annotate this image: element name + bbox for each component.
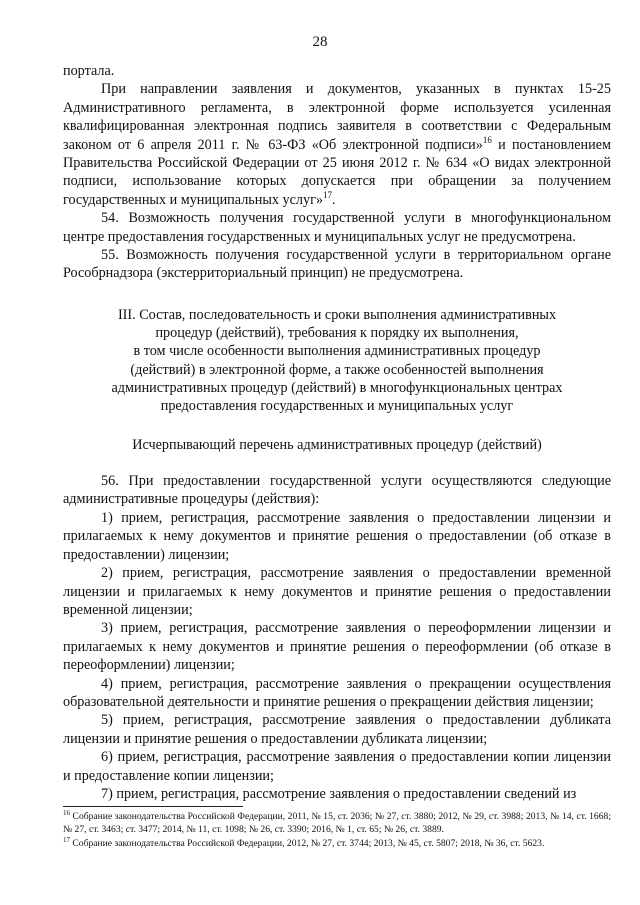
paragraph-55: 55. Возможность получения государственной услуги в территориальном органе Рособрнадзора (экстерриториальный принцип) не предусмотрена. bbox=[63, 247, 611, 282]
list-item: 2) прием, регистрация, рассмотрение заявления о предоставлении временной лицензии и прилагаемых к нему документов и принятие решения о предоставлении временной лицензии; bbox=[63, 565, 611, 618]
list-item: 6) прием, регистрация, рассмотрение заявления о предоставлении копии лицензии и предоставление копии лицензии; bbox=[63, 749, 611, 784]
section-heading-line: процедур (действий), требования к порядку их выполнения, bbox=[155, 325, 519, 342]
section-heading bbox=[63, 306, 611, 416]
footnote-16 bbox=[63, 810, 611, 837]
section-heading-line: предоставления государственных и муниципальных услуг bbox=[160, 398, 514, 415]
footnote-text: Собрание законодательства Российской Федерации, 2012, № 27, ст. 3744; 2013, № 45, ст. 5807; 2018, № 36, ст. 5623. bbox=[70, 837, 545, 849]
footnote-text: Собрание законодательства Российской Федерации, 2011, № 15, ст. 2036; № 27, ст. 3880; 2012, № 29, ст. 3988; 2013, № 14, ст. 1668; № 27, ст. 3463; ст. 3477; 2014, № 11, ст. 1098; № 26, ст. 3390; 2016, № 1, ст. 65; № 26, ст. 3889. bbox=[63, 811, 611, 836]
paragraph-54: 54. Возможность получения государственной услуги в многофункциональном центре предоставления государственных и муниципальных услуг не предусмотрена. bbox=[63, 210, 611, 245]
footnote-ref: 17 bbox=[323, 189, 332, 200]
footnote-number: 17 bbox=[63, 835, 70, 844]
list-item: 7) прием, регистрация, рассмотрение заявления о предоставлении сведений из bbox=[101, 785, 577, 802]
list-item: 3) прием, регистрация, рассмотрение заявления о переоформлении лицензии и прилагаемых к нему документов и принятие решения о переоформлении (об отказе в переоформлении) лицензии; bbox=[63, 620, 611, 674]
paragraph-text: и постановлением Правительства Российской Федерации от 25 июня 2012 г. № 634 «О видах электронной подписи, использование которых допускается при обращении за получением государственных и муниципальных услуг» bbox=[63, 136, 611, 208]
paragraph-portal-end: портала. bbox=[63, 63, 115, 79]
footnote-divider bbox=[63, 806, 243, 807]
section-heading-line: III. Состав, последовательность и сроки выполнения административных bbox=[117, 306, 557, 323]
section-heading-line: административных процедур (действий) в многофункциональных центрах bbox=[111, 380, 563, 397]
section-heading-line: (действий) в электронной форме, а также особенностей выполнения bbox=[130, 361, 544, 378]
list-item: 1) прием, регистрация, рассмотрение заявления о предоставлении лицензии и прилагаемых к нему документов и принятие решения о предоставлении (об отказе в предоставлении) лицензии; bbox=[63, 509, 611, 563]
paragraph-electronic-signature bbox=[63, 80, 611, 209]
footnotes bbox=[63, 806, 611, 850]
list-item: 5) прием, регистрация, рассмотрение заявления о предоставлении дубликата лицензии и принятие решения о предоставлении дубликата лицензии; bbox=[63, 712, 611, 747]
footnote-ref: 16 bbox=[482, 134, 492, 145]
paragraph-text: При направлении заявления и документов, указанных в пунктах 15-25 Административного регламента, в электронной форме используется усиленная квалифицированная электронная подпись заявителя в соответствии с Федеральным законом от 6 апреля 2011 г. № 63-ФЗ «Об электронной подписи» bbox=[63, 81, 611, 153]
list-item: 4) прием, регистрация, рассмотрение заявления о прекращении осуществления образовательной деятельности и принятие решения о прекращении действия лицензии; bbox=[63, 675, 611, 710]
page-number: 28 bbox=[312, 34, 328, 50]
section-heading-line: в том числе особенности выполнения административных процедур bbox=[133, 343, 541, 360]
paragraph-56: 56. При предоставлении государственной услуги осуществляются следующие административные процедуры (действия): bbox=[63, 473, 611, 508]
document-body bbox=[63, 62, 611, 803]
footnote-17 bbox=[63, 837, 611, 850]
footnote-number: 16 bbox=[63, 809, 70, 817]
subsection-heading: Исчерпывающий перечень административных процедур (действий) bbox=[132, 436, 542, 453]
paragraph-text: . bbox=[332, 191, 336, 208]
